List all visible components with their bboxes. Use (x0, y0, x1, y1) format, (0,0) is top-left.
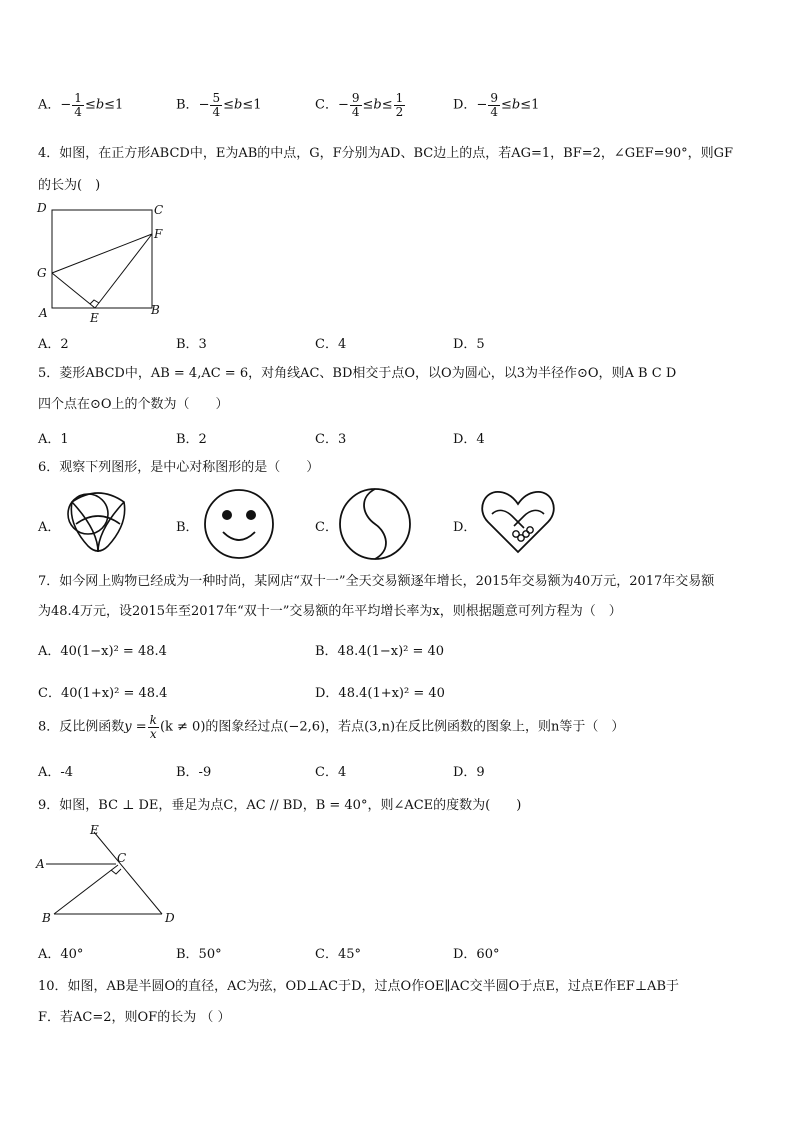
q4-label-g: G (37, 266, 47, 280)
q9-label-b: B (42, 911, 51, 925)
q6-figure-c-yinyang-icon (338, 488, 412, 560)
q4-option-a[interactable]: A．2 (38, 337, 69, 352)
q5-option-d[interactable]: D．4 (453, 432, 485, 447)
q6-option-c[interactable]: C． (315, 520, 338, 535)
q6-option-d[interactable]: D． (453, 520, 477, 535)
q4-option-b[interactable]: B．3 (176, 337, 207, 352)
q6-figure-b-smiley-icon (203, 488, 275, 560)
q9-label-a: A (36, 857, 45, 871)
q8-option-c[interactable]: C．4 (315, 765, 347, 780)
q7-option-a[interactable]: A．40(1−x)² = 48.4 (38, 644, 167, 659)
q9-option-b[interactable]: B．50° (176, 947, 222, 962)
q5-stem-line2: 四个点在⊙O上的个数为（ ） (38, 397, 229, 412)
q5-option-c[interactable]: C．3 (315, 432, 347, 447)
q3-option-a[interactable]: A．− $\frac{1}{4}$ ≤b≤1 (38, 91, 124, 119)
q9-label-d: D (165, 911, 175, 925)
q4-option-c[interactable]: C．4 (315, 337, 347, 352)
q4-figure-square (34, 200, 174, 326)
q5-stem-line1: 5．菱形ABCD中，AB = 4,AC = 6，对角线AC、BD相交于点O，以O为圆心，以3为半径作⊙O，则A B C D (38, 366, 677, 381)
q4-segment-ge (52, 273, 95, 308)
q5-option-a[interactable]: A．1 (38, 432, 69, 447)
q8-stem: 8．反比例函数y = $\frac{k}{x}$ (k ≠ 0)的图象经过点(−2,6)，若点(3,n)在反比例函数的图象上，则n等于（ ） (38, 713, 625, 741)
q4-stem-line2: 的长为( ) (38, 178, 101, 193)
q8-option-d[interactable]: D．9 (453, 765, 485, 780)
q6-figure-a-trefoil-icon (62, 490, 134, 556)
q3-option-b[interactable]: B．− $\frac{5}{4}$ ≤b≤1 (176, 91, 262, 119)
q7-option-c[interactable]: C．40(1+x)² = 48.4 (38, 686, 168, 701)
q4-label-e: E (90, 311, 99, 325)
q4-stem-line1: 4．如图，在正方形ABCD中，E为AB的中点，G，F分别为AD、BC边上的点，若AG=1，BF=2，∠GEF=90°，则GF (38, 146, 734, 161)
q6-option-b[interactable]: B． (176, 520, 199, 535)
q9-figure (32, 822, 192, 930)
q4-label-f: F (154, 227, 163, 241)
q9-label-e: E (90, 823, 99, 837)
q10-stem-line2: F．若AC=2，则OF的长为 （ ） (38, 1010, 231, 1025)
q10-stem-line1: 10．如图，AB是半圆O的直径，AC为弦，OD⊥AC于D，过点O作OE∥AC交半圆O于点E，过点E作EF⊥AB于 (38, 979, 679, 994)
q4-square-abcd (52, 210, 152, 308)
q9-option-c[interactable]: C．45° (315, 947, 361, 962)
q9-line-ed (94, 832, 162, 914)
q4-option-d[interactable]: D．5 (453, 337, 485, 352)
q4-label-d: D (37, 201, 47, 215)
q7-option-d[interactable]: D．48.4(1+x)² = 40 (315, 686, 445, 701)
q7-option-b[interactable]: B．48.4(1−x)² = 40 (315, 644, 445, 659)
q9-stem: 9．如图，BC ⊥ DE，垂足为点C，AC // BD，B = 40°，则∠ACE的度数为( ) (38, 798, 522, 813)
q4-label-c: C (154, 203, 164, 217)
q7-stem-line2: 为48.4万元，设2015年至2017年“双十一”交易额的年平均增长率为x，则根据题意可列方程为（ ） (38, 604, 622, 619)
q6-figure-d-handshake-heart-icon (478, 488, 558, 556)
q6-option-a[interactable]: A． (38, 520, 61, 535)
q9-line-bc (54, 865, 118, 914)
q4-label-a: A (39, 306, 48, 320)
q7-stem-line1: 7．如今网上购物已经成为一种时尚，某网店“双十一”全天交易额逐年增长，2015年交易额为40万元，2017年交易额 (38, 574, 715, 589)
q4-label-b: B (151, 303, 160, 317)
q4-right-angle-mark (90, 300, 99, 304)
q9-option-a[interactable]: A．40° (38, 947, 84, 962)
q6-stem: 6．观察下列图形，是中心对称图形的是（ ） (38, 460, 320, 475)
q3-option-d[interactable]: D．− $\frac{9}{4}$ ≤b≤1 (453, 91, 540, 119)
q9-label-c: C (117, 851, 127, 865)
q9-option-d[interactable]: D．60° (453, 947, 500, 962)
q5-option-b[interactable]: B．2 (176, 432, 207, 447)
q3-option-c[interactable]: C．− $\frac{9}{4}$ ≤b≤ $\frac{1}{2}$ (315, 91, 404, 119)
q8-option-b[interactable]: B．-9 (176, 765, 212, 780)
q8-option-a[interactable]: A．-4 (38, 765, 74, 780)
